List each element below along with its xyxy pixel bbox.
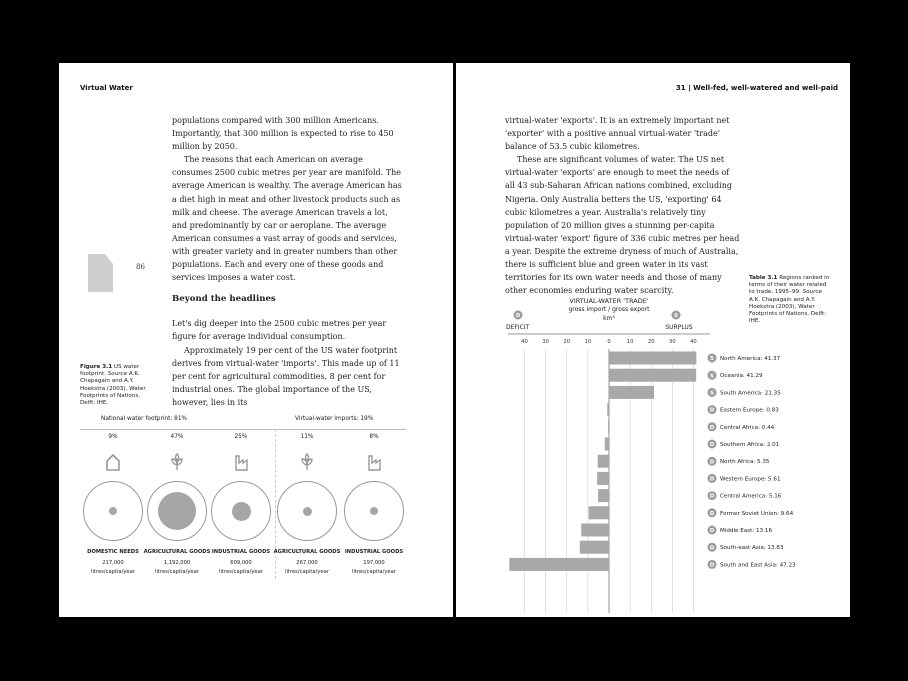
running-head-right: 31 | Well-fed, well-watered and well-paid [675,84,838,92]
category-label: North America: 41.37 [720,356,781,362]
factory-icon [233,453,249,471]
percentage-label: 8% [369,434,379,440]
percentage-label: 11% [300,434,314,440]
category-label: South America: 21.35 [720,390,781,397]
figure-label: Figure 3.1 [80,364,113,370]
chart-unit: km³ [603,315,615,322]
footprint-circle-fill [232,502,251,521]
region-badge-letter: S [710,390,714,397]
bar [607,403,609,416]
tick-label: 20 [647,339,655,345]
region-badge-letter: D [709,459,715,466]
category-label: DOMESTIC NEEDS [87,549,139,555]
tick-label: 10 [626,339,634,345]
footprint-circle-fill [109,507,117,515]
document-icon [88,254,113,292]
region-badge-letter: S [710,373,714,380]
page-number: 86 [136,263,145,271]
category-label: North Africa: 5.35 [720,459,770,466]
trade-chart [496,295,840,613]
region-badge-letter: D [709,493,715,500]
category-value: 609,000 [230,560,252,566]
factory-icon [366,453,382,471]
bar [609,369,696,382]
bar [608,420,609,433]
category-label: South-east Asia: 13.83 [720,545,784,552]
bar [597,472,609,485]
bar [598,489,609,502]
region-badge-letter: D [709,442,715,449]
chart-subtitle: gross import / gross export [568,306,650,313]
category-unit: litres/capita/year [155,569,199,575]
deficit-label: DEFICIT [506,324,530,331]
category-label: Southern Africa: 2.01 [720,442,780,448]
chart-title: VIRTUAL-WATER 'TRADE' [569,297,649,305]
bar [605,438,609,451]
category-label: INDUSTRIAL GOODS [211,549,271,555]
category-label: Middle East: 13.16 [720,528,773,534]
region-badge-letter: D [709,424,715,431]
paragraph: These are significant volumes of water. The US net virtual-water 'exports' are enough to meet the needs of all 43 sub-Saharan African nations combined, excluding Nigeria. Only Australia betters the US, 'exporting' 64 cubic kilometres a year. Australia's relatively tiny population of 20 million gives a stunning per-capita virtual-water 'export' figure of 336 cubic metres per head a year. Despite the extreme dryness of much of Australia, there is sufficient blue and green water in its vast territories for its own water needs and those of many other economies enduring water scarcity. [505,155,740,296]
table-caption-text: Regions ranked in terms of their water related to trade, 1995–99. [749,275,830,296]
figure-caption-text: US water footprint. [80,364,140,378]
category-unit: litres/capita/year [91,569,135,575]
surplus-label: SURPLUS [665,324,693,331]
wheat-icon [299,453,315,471]
figure-source-label: Source [107,371,128,378]
paragraph: populations compared with 300 million Americans. Importantly, that 300 million is expected to rise to 450 million by 2050. [172,116,394,152]
footprint-circle-fill [158,492,196,530]
figure-top-rule [80,429,406,430]
category-value: 217,000 [102,560,124,566]
category-label: Central America: 5.16 [720,493,782,500]
figure-caption [80,364,148,407]
percentage-label: 47% [170,434,184,440]
tick-label: 20 [563,339,571,345]
table-source-label: Source [802,289,822,296]
wheat-icon [169,453,185,471]
category-unit: litres/capita/year [219,569,263,575]
tick-label: 40 [521,339,528,345]
tick-label: 30 [542,339,549,345]
tick-label: 30 [669,339,676,345]
region-badge-letter: D [709,476,715,483]
paragraph: Let's dig deeper into the 2500 cubic metres per year figure for average individual consumption. [172,319,387,342]
footprint-circle-fill [303,507,312,516]
paragraph: Approximately 19 per cent of the US water footprint derives from virtual-water 'imports'. This made up of 11 per cent for agricultural commodities, 8 per cent for industrial ones. The global importance of the US, however, lies in its [172,345,400,407]
percentage-label: 25% [234,434,248,440]
bar [580,541,609,554]
right-page [456,63,850,617]
percentage-label: 9% [108,434,118,440]
category-value: 197,000 [363,560,385,566]
region-badge-letter: D [709,528,715,535]
right-body-text [505,114,740,297]
table-label: Table 3.1 [749,275,778,281]
category-unit: litres/capita/year [352,569,396,575]
region-badge-letter: D [709,407,715,414]
left-body-text [172,114,403,409]
figure-divider [275,429,276,579]
paragraph: virtual-water 'exports'. It is an extremely important net 'exporter' with a positive annual virtual-water 'trade' balance of 53.5 cubic kilometres. [505,116,730,152]
bar [598,455,609,468]
region-badge-letter: D [709,510,715,517]
category-unit: litres/capita/year [285,569,329,575]
category-label: Western Europe: 5.61 [720,476,781,483]
category-label: Oceania: 41.29 [720,373,763,380]
tick-label: 40 [690,339,697,345]
category-label: Central Africa: 0.44 [720,424,775,431]
category-label: AGRICULTURAL GOODS [143,549,211,555]
table-source-text: A.K. Chapagain and A.Y. Hoekstra (2003), Water Footprints of Nations, Delft: IHE. [749,296,827,325]
figure-source-text: A.K. Chapagain and A.Y. Hoekstra (2003), Water Footprints of Nations, Delft: IHE. [80,371,146,407]
category-label: INDUSTRIAL GOODS [344,549,404,555]
imports-header: Virtual-water imports: 19% [295,416,374,422]
national-footprint-header: National water footprint: 81% [101,416,188,422]
tick-label: 0 [607,339,611,345]
paragraph: The reasons that each American on average consumes 2500 cubic metres per year are manifold. The average American is wealthy. The average American has a diet high in meat and other livestock products such as milk and cheese. The average American travels a lot, and predominantly by car or aeroplane. The average American consumes a vast array of goods and services, with greater variety and in greater numbers than other populations. Each and every one of these goods and services imposes a water cost. [172,155,402,283]
bar [581,524,609,537]
bar [589,506,609,519]
deficit-badge-letter: D [515,313,521,320]
category-label: South and East Asia: 47.23 [720,562,796,569]
region-badge-letter: D [709,545,715,552]
bar [609,352,696,365]
category-value: 267,000 [296,560,318,566]
region-badge-letter: D [709,562,715,569]
bar [609,386,654,399]
region-badge-letter: S [710,356,714,363]
surplus-badge-letter: S [674,313,678,320]
category-value: 1,192,000 [163,560,191,566]
category-label: Eastern Europe: 0.83 [720,407,779,414]
section-heading: Beyond the headlines [172,294,276,305]
category-label: AGRICULTURAL GOODS [273,549,341,555]
category-label: Former Soviet Union: 9.64 [720,510,794,517]
footprint-circle-fill [370,507,378,515]
bar [509,558,609,571]
tick-label: 10 [584,339,592,345]
running-head-left: Virtual Water [80,84,133,92]
house-icon [105,453,121,471]
left-page [59,63,453,617]
